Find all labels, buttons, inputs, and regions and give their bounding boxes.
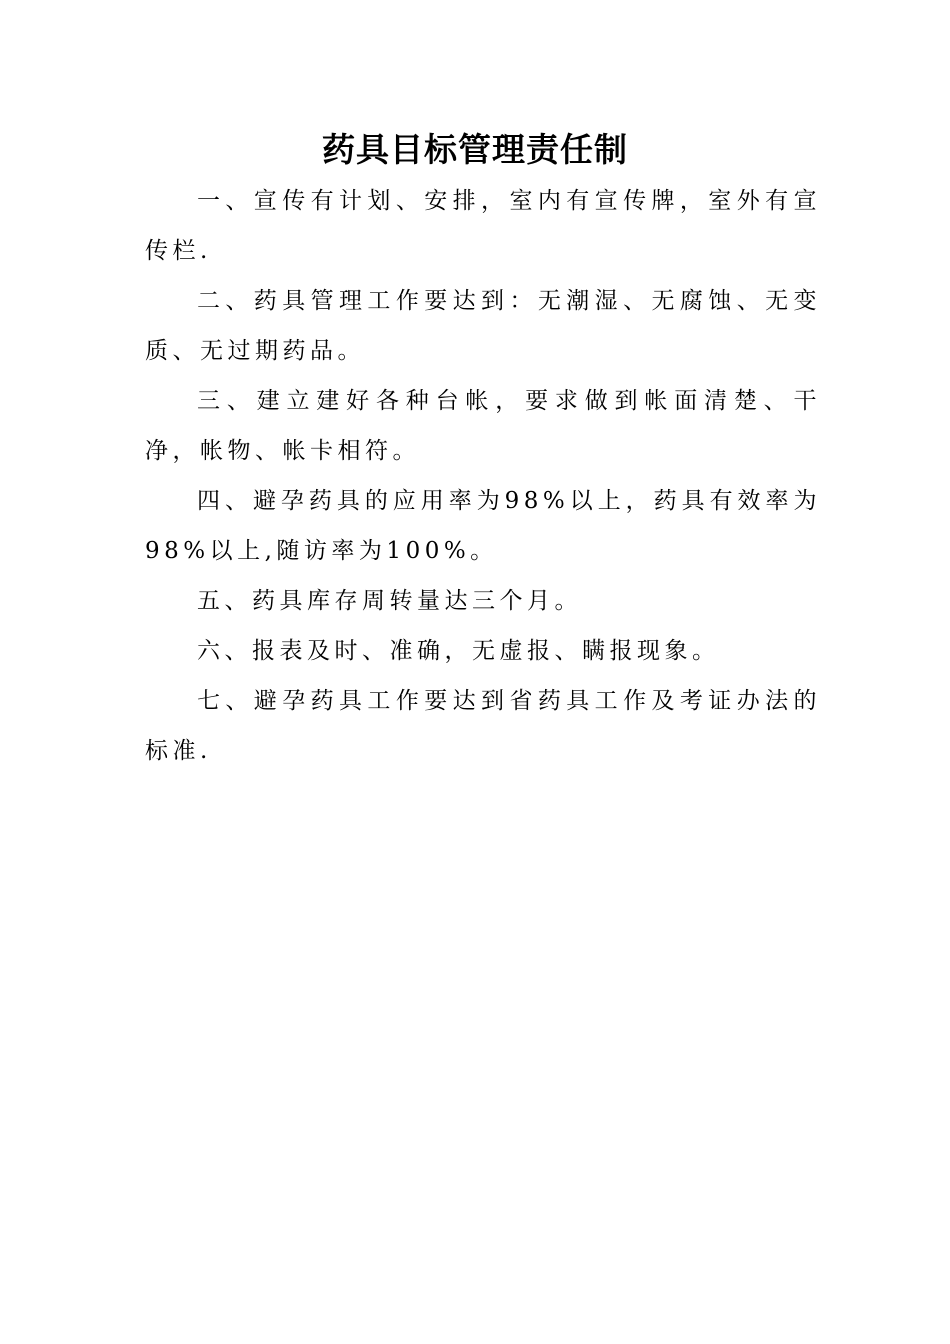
clause-6: 六、报表及时、准确，无虚报、瞒报现象。 xyxy=(197,638,720,664)
clause-3: 三、建立建好各种台帐，要求做到帐面清楚、干净，帐物、帐卡相符。 xyxy=(145,388,821,464)
document-title: 药具目标管理责任制 xyxy=(322,130,628,169)
clause-1: 一、宣传有计划、安排，室内有宣传牌，室外有宣传栏. xyxy=(145,188,821,264)
clause-5: 五、药具库存周转量达三个月。 xyxy=(197,588,582,614)
clause-2: 二、药具管理工作要达到：无潮湿、无腐蚀、无变质、无过期药品。 xyxy=(145,288,821,364)
clause-7: 七、避孕药具工作要达到省药具工作及考证办法的标准. xyxy=(145,688,821,764)
clause-4: 四、避孕药具的应用率为98%以上，药具有效率为98%以上,随访率为100%。 xyxy=(145,488,821,564)
document-body xyxy=(145,176,821,776)
